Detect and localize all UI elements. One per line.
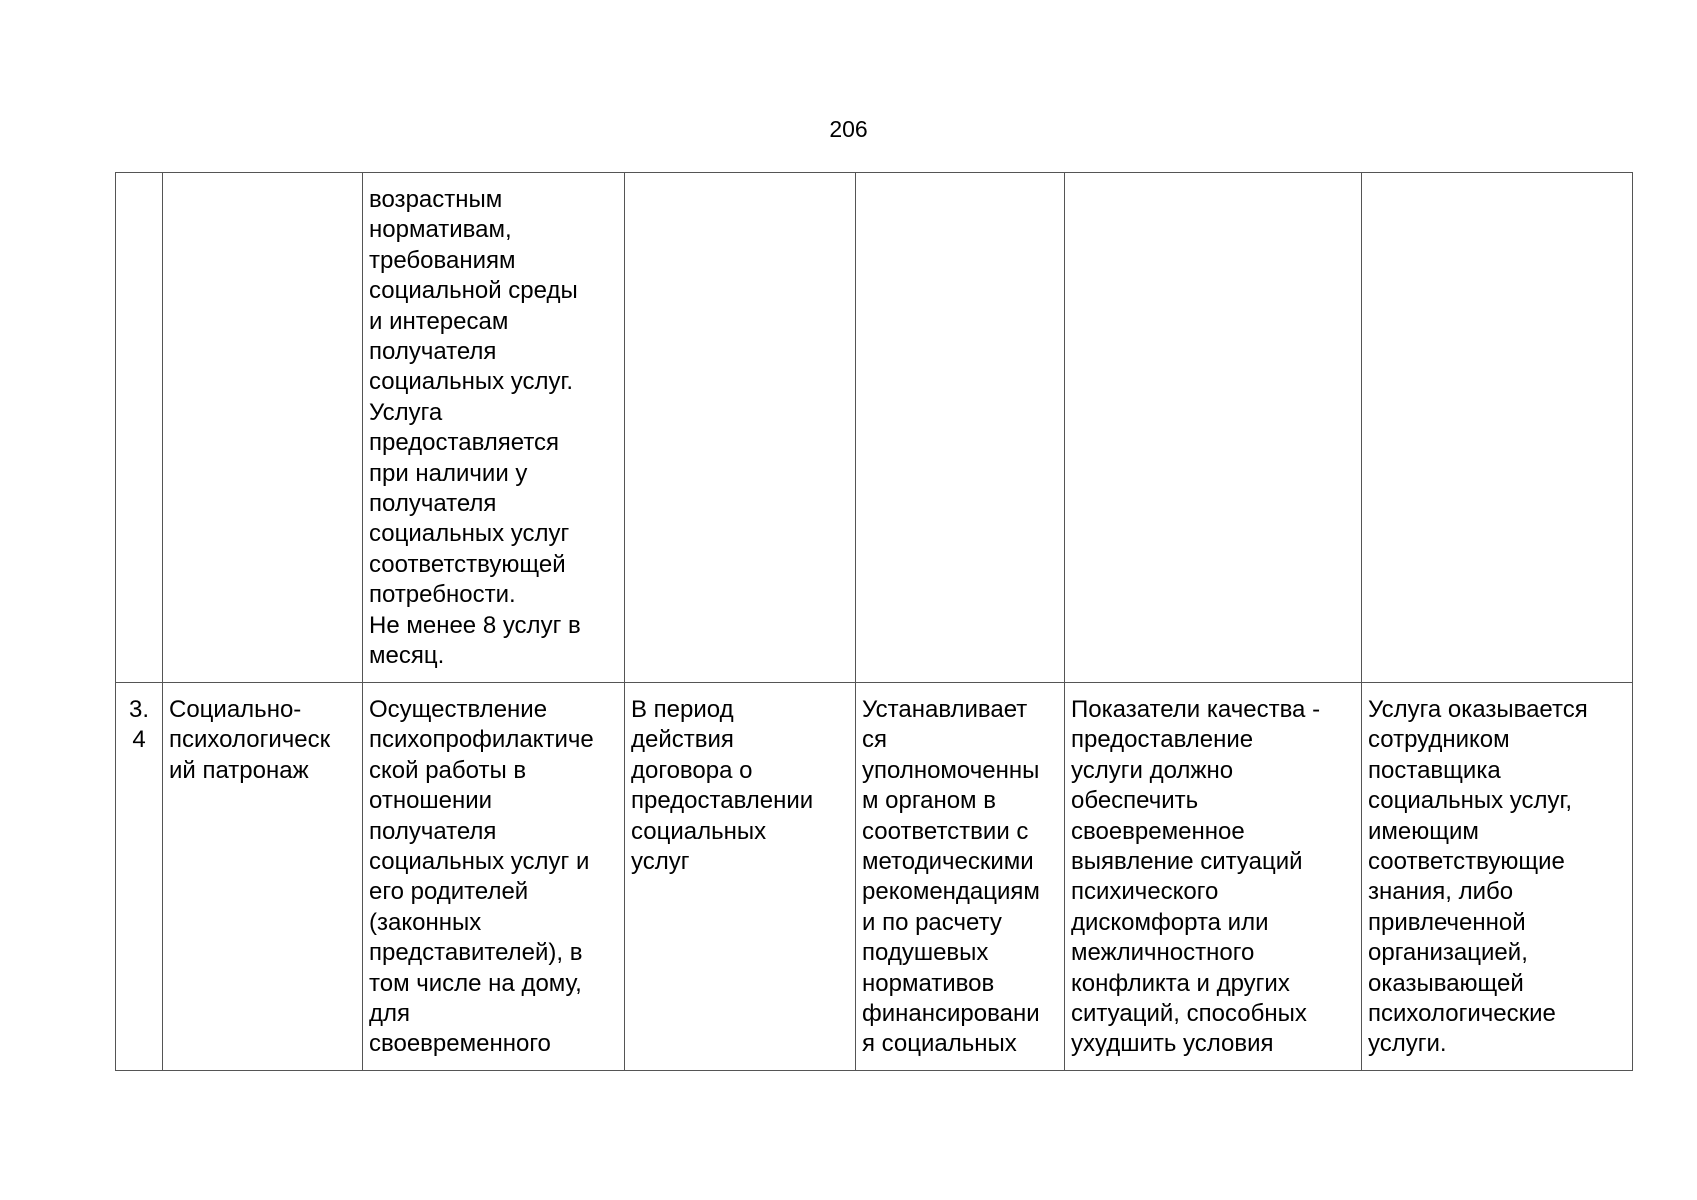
table-row-3-4 <box>116 683 1633 1071</box>
cell-service-quality <box>1065 173 1362 683</box>
cell-service-quality: Показатели качества - предоставление услуги должно обеспечить своевременное выявление ситуаций психического дискомфорта или межличностного конфликта и других ситуаций, способных ухудшить условия <box>1065 683 1362 1071</box>
cell-service-conditions <box>1362 173 1633 683</box>
cell-service-conditions: Услуга оказывается сотрудником поставщика социальных услуг, имеющим соответствующие знания, либо привлеченной организацией, оказывающей психологические услуги. <box>1362 683 1633 1071</box>
cell-service-norm: Устанавливает ся уполномоченны м органом в соответствии с методическими рекомендациям и по расчету подушевых нормативов финансировани я социальных <box>856 683 1065 1071</box>
cell-service-description: возрастным нормативам, требованиям социальной среды и интересам получателя социальных услуг. Услуга предоставляется при наличии у получателя социальных услуг соответствующей потребности. Не менее 8 услуг в месяц. <box>363 173 625 683</box>
services-table <box>115 172 1633 1071</box>
cell-number <box>116 173 163 683</box>
page-number: 206 <box>829 116 868 142</box>
cell-number: 3. 4 <box>116 683 163 1071</box>
table-row-continued <box>116 173 1633 683</box>
cell-service-period: В период действия договора о предоставлении социальных услуг <box>625 683 856 1071</box>
cell-service-norm <box>856 173 1065 683</box>
cell-service-period <box>625 173 856 683</box>
cell-service-name <box>163 173 363 683</box>
cell-service-description: Осуществление психопрофилактиче ской работы в отношении получателя социальных услуг и его родителей (законных представителей), в том числе на дому, для своевременного <box>363 683 625 1071</box>
cell-service-name: Социально- психологическ ий патронаж <box>163 683 363 1071</box>
